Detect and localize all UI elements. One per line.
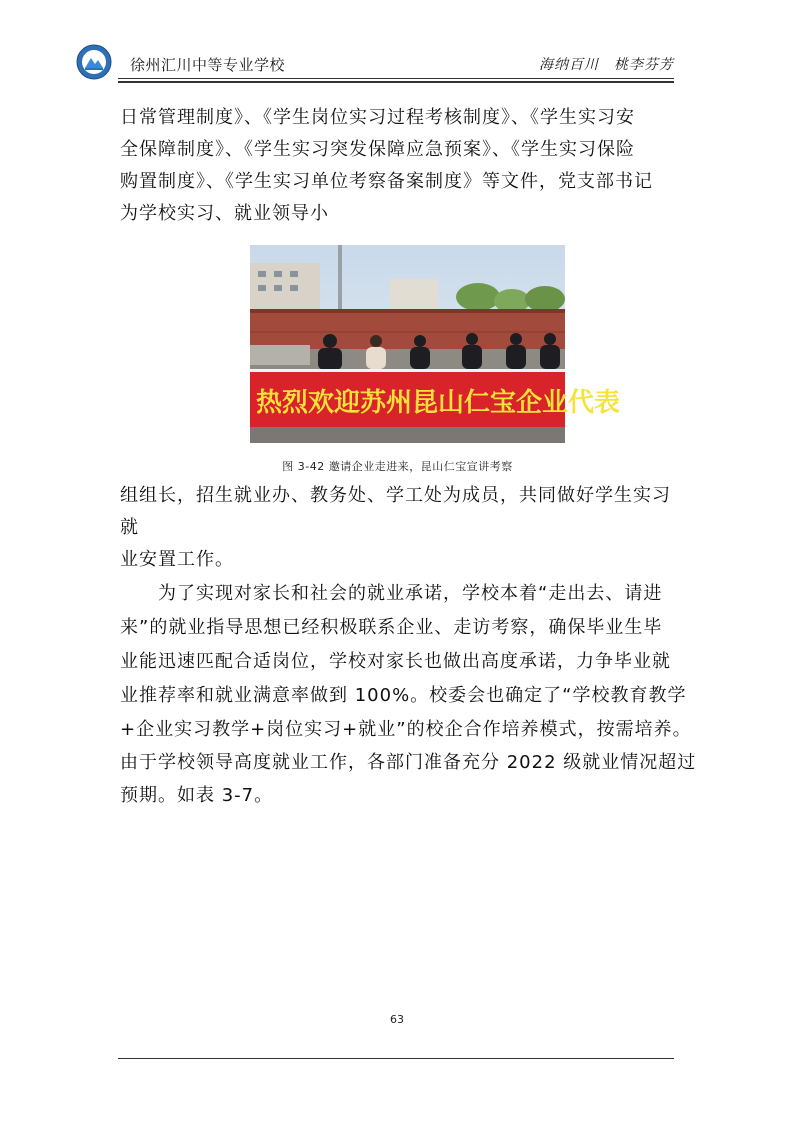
- banner-text: 热烈欢迎苏州昆山仁宝企业代表: [256, 388, 621, 418]
- footer-divider: [118, 1058, 674, 1059]
- body-line: 为了实现对家长和社会的就业承诺，学校本着“走出去、请进: [120, 583, 663, 604]
- body-line: 组组长，招生就业办、教务处、学工处为成员，共同做好学生实习: [120, 485, 671, 506]
- page-number: 63: [390, 1013, 404, 1026]
- school-name: 徐州汇川中等专业学校: [130, 56, 286, 74]
- header-divider: [118, 78, 674, 79]
- body-line: 日常管理制度》、《学生岗位实习过程考核制度》、《学生实习安: [120, 107, 635, 128]
- body-line: 就: [120, 517, 139, 538]
- body-line: 预期。如表 3-7。: [120, 785, 274, 806]
- school-logo-icon: [76, 44, 112, 80]
- body-line: 购置制度》、《学生实习单位考察备案制度》等文件，党支部书记: [120, 171, 653, 192]
- header-divider-thick: [118, 81, 674, 83]
- event-photo: [250, 245, 621, 443]
- body-line: 来”的就业指导思想已经积极联系企业、走访考察，确保毕业生毕: [120, 617, 663, 638]
- body-line: 业安置工作。: [120, 549, 234, 570]
- body-line: +企业实习教学+岗位实习+就业”的校企合作培养模式，按需培养。: [120, 719, 692, 740]
- figure-caption: 图 3-42 邀请企业走进来，昆山仁宝宣讲考察: [282, 460, 513, 473]
- body-line: 由于学校领导高度就业工作，各部门准备充分 2022 级就业情况超过: [120, 752, 697, 773]
- body-line: 为学校实习、就业领导小: [120, 203, 329, 224]
- body-line: 全保障制度》、《学生实习突发保障应急预案》、《学生实习保险: [120, 139, 635, 160]
- body-line: 业能迅速匹配合适岗位，学校对家长也做出高度承诺，力争毕业就: [120, 651, 671, 672]
- school-motto: 海纳百川 桃李芬芳: [539, 57, 674, 73]
- body-line: 业推荐率和就业满意率做到 100%。校委会也确定了“学校教育教学: [120, 685, 687, 706]
